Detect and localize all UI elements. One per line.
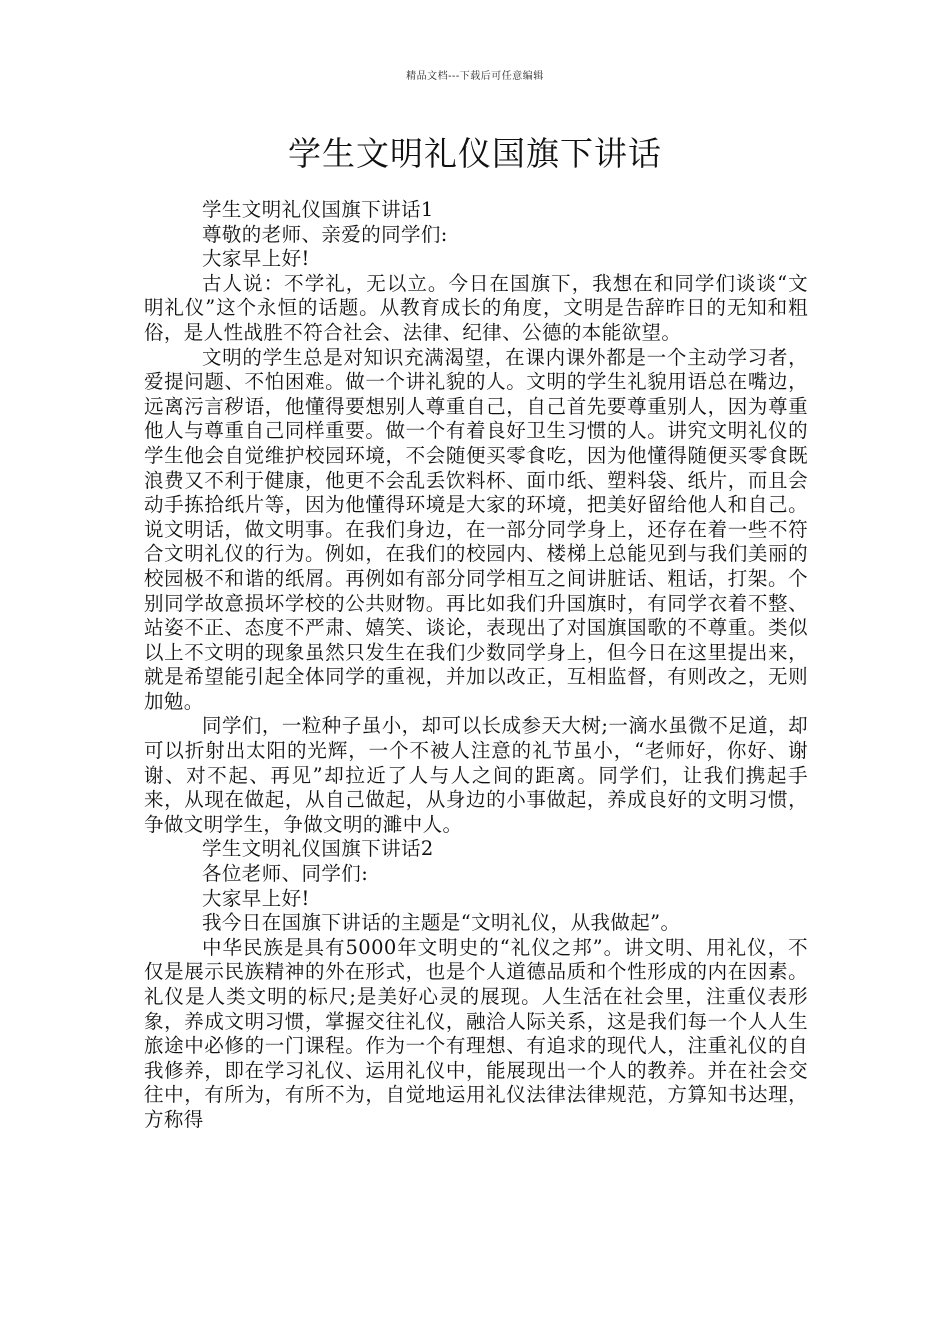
speech-heading-1: 学生文明礼仪国旗下讲话1 bbox=[202, 198, 434, 221]
greeting: 大家早上好! bbox=[202, 247, 310, 271]
document-body bbox=[144, 198, 808, 1133]
greeting: 大家早上好! bbox=[202, 886, 310, 910]
header-note: 精品文档---下载后可任意编辑 bbox=[406, 71, 544, 82]
body-paragraph: 同学们，一粒种子虽小，却可以长成参天大树;一滴水虽微不足道，却可以折射出太阳的光辉，一个不被人注意的礼节虽小，“老师好，你好、谢谢、对不起、再见”却拉近了人与人之间的距离。同学们，让我们携起手来，从现在做起，从自己做起，从身边的小事做起，养成良好的文明习惯，争做文明学生，争做文明的濉中人。 bbox=[144, 714, 808, 836]
body-paragraph: 文明的学生总是对知识充满渴望，在课内课外都是一个主动学习者，爱提问题、不怕困难。做一个讲礼貌的人。文明的学生礼貌用语总在嘴边，远离污言秽语，他懂得要想别人尊重自己，自己首先要尊重别人，因为尊重他人与尊重自己同样重要。做一个有着良好卫生习惯的人。讲究文明礼仪的学生他会自觉维护校园环境，不会随便买零食吃，因为他懂得随便买零食既浪费又不利于健康，他更不会乱丢饮料杯、面巾纸、塑料袋、纸片，而且会动手拣拾纸片等，因为他懂得环境是大家的环境，把美好留给他人和自己。说文明话，做文明事。在我们身边，在一部分同学身上，还存在着一些不符合文明礼仪的行为。例如，在我们的校园内、楼梯上总能见到与我们美丽的校园极不和谐的纸屑。再例如有部分同学相互之间讲脏话、粗话，打架。个别同学故意损坏学校的公共财物。再比如我们升国旗时，有同学衣着不整、站姿不正、态度不严肃、嬉笑、谈论，表现出了对国旗国歌的不尊重。类似以上不文明的现象虽然只发生在我们少数同学身上，但今日在这里提出来，就是希望能引起全体同学的重视，并加以改正，互相监督，有则改之，无则加勉。 bbox=[144, 345, 808, 713]
document-title: 学生文明礼仪国旗下讲话 bbox=[288, 134, 662, 173]
body-paragraph: 我今日在国旗下讲话的主题是“文明礼仪，从我做起”。 bbox=[202, 911, 681, 935]
body-paragraph: 中华民族是具有5000年文明史的“礼仪之邦”。讲文明、用礼仪，不仅是展示民族精神的外在形式，也是个人道德品质和个性形成的内在因素。礼仪是人类文明的标尺;是美好心灵的展现。人生活在社会里，注重仪表形象，养成文明习惯，掌握交往礼仪，融洽人际关系，这是我们每一个人人生旅途中必修的一门课程。作为一个有理想、有追求的现代人，注重礼仪的自我修养，即在学习礼仪、运用礼仪中，能展现出一个人的教养。并在社会交往中，有所为，有所不为，自觉地运用礼仪法律法律规范，方算知书达理，方称得 bbox=[144, 935, 808, 1131]
salutation: 各位老师、同学们: bbox=[202, 862, 369, 886]
body-paragraph: 古人说：不学礼，无以立。今日在国旗下，我想在和同学们谈谈“文明礼仪”这个永恒的话题。从教育成长的角度，文明是告辞昨日的无知和粗俗，是人性战胜不符合社会、法律、纪律、公德的本能欲望。 bbox=[144, 271, 808, 344]
salutation: 尊敬的老师、亲爱的同学们: bbox=[202, 222, 448, 246]
speech-heading-2: 学生文明礼仪国旗下讲话2 bbox=[202, 837, 434, 861]
